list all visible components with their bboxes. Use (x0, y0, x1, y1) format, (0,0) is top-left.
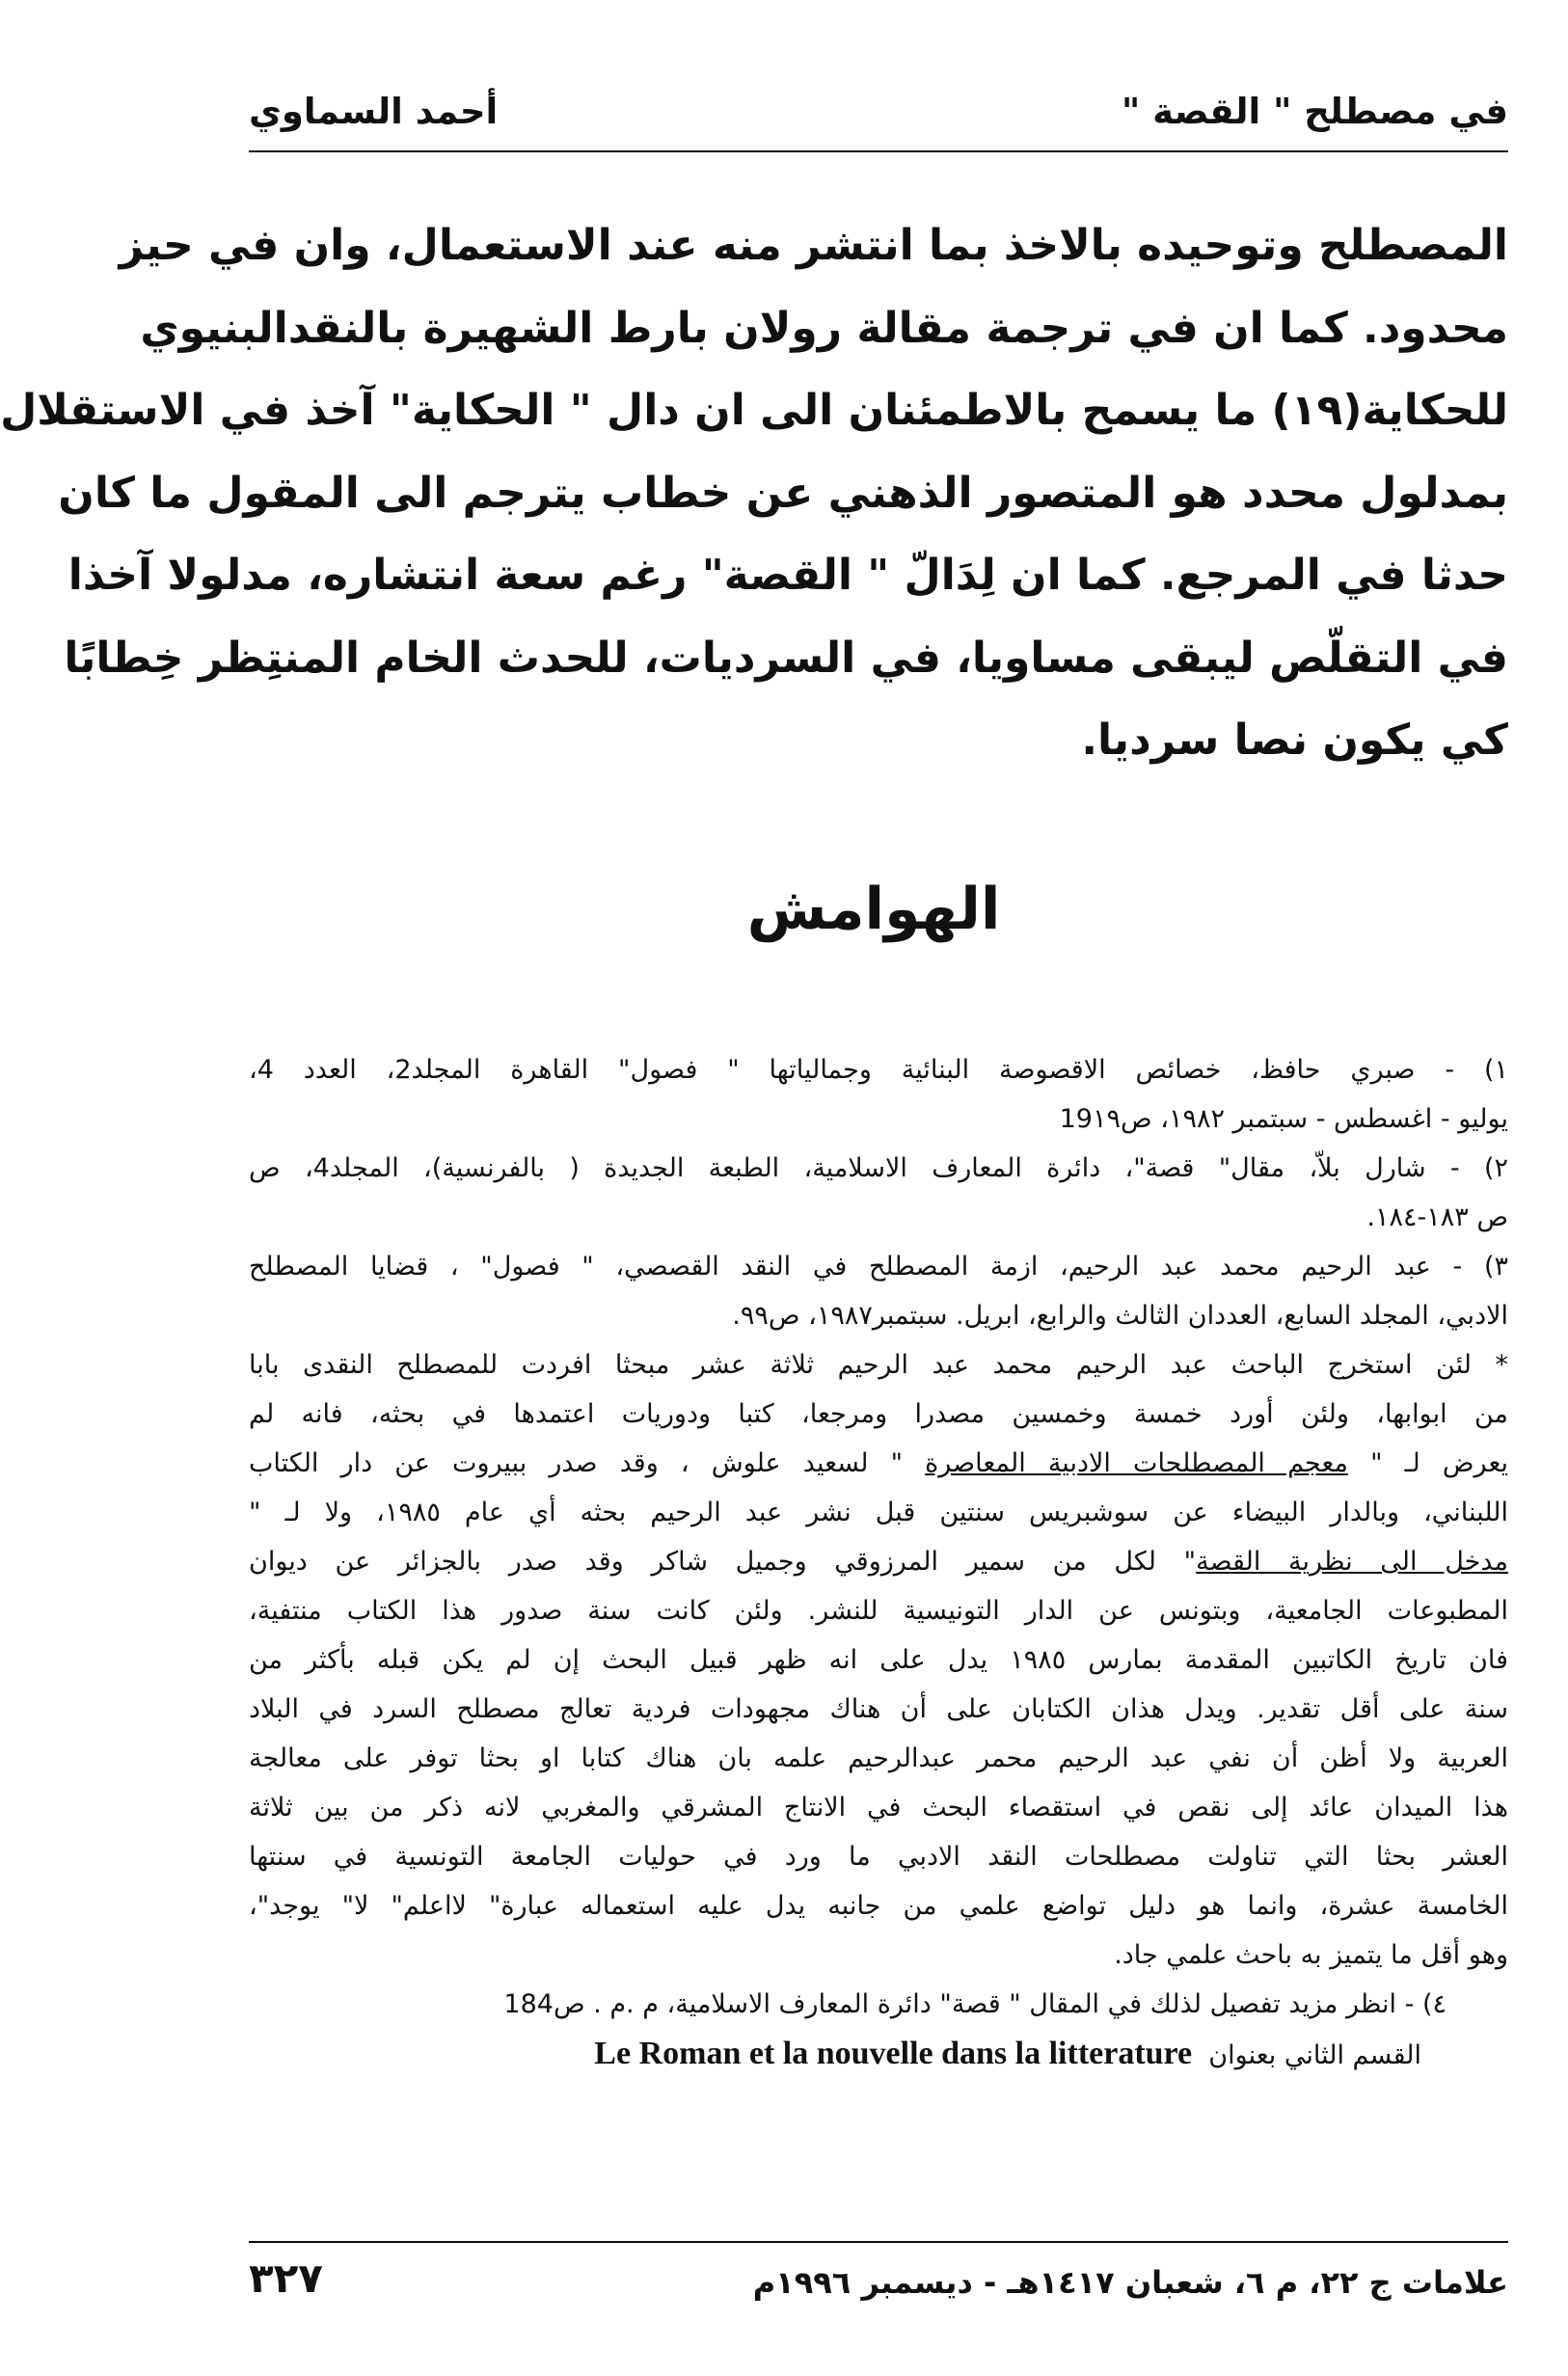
footnote-text: " لكل من سمير المرزوقي وجميل شاكر وقد صدر بالجزائر عن ديوان (249, 1547, 1197, 1577)
body-line: كي يكون نصا سرديا. (1081, 716, 1508, 765)
footnote-star-line: اللبناني، وبالدار البيضاء عن سوشبريس سنتين قبل نشر عبد الرحيم بحثه أي عام ١٩٨٥، ولا لـ " (249, 1498, 1508, 1527)
page-number: ٣٢٧ (249, 2254, 323, 2302)
footer-journal-citation: علامات ج ٢٢، م ٦، شعبان ١٤١٧هـ - ديسمبر ١٩٩٦م (752, 2264, 1508, 2301)
body-line: حدثا في المرجع. كما ان لِدَالّ " القصة" رغم سعة انتشاره، مدلولا آخذا (68, 551, 1508, 600)
footnote-1-line: يوليو - اغسطس - سبتمبر ١٩٨٢، ص19١٩ (1059, 1104, 1508, 1134)
body-line: للحكاية(١٩) ما يسمح بالاطمئنان الى ان دال " الحكاية" آخذ في الاستقلال (0, 386, 1508, 435)
header-author: أحمد السماوي (249, 91, 499, 132)
footnote-star-line: * لئن استخرج الباحث عبد الرحيم محمد عبد الرحيم ثلاثة عشر مبحثا افردت للمصطلح النقدى بابا (249, 1350, 1508, 1380)
footnote-star-line: العشر بحثا التي تناولت مصطلحات النقد الادبي ما ورد في حوليات الجامعة التونسية في سنتها (249, 1842, 1508, 1872)
underlined-book-title: معجم المصطلحات الادبية المعاصرة (925, 1448, 1348, 1478)
section-heading-footnotes: الهوامش (746, 876, 1001, 943)
footnote-star-line: العربية ولا أظن أن نفي عبد الرحيم محمر عبدالرحيم علمه بان هناك كتابا او بحثا توفر على معالجة (249, 1743, 1508, 1773)
french-title: Le Roman et la nouvelle dans la litterature (594, 2036, 1193, 2071)
footnote-star-line: من ابوابها، ولئن أورد خمسة وخمسين مصدرا ومرجعا، كتبا ودوريات اعتمدها في بحثه، فانه لم (249, 1399, 1508, 1429)
footnote-star-line: المطبوعات الجامعية، وبتونس عن الدار التونيسية للنشر. ولئن كانت سنة صدور هذا الكتاب منتفية، (249, 1596, 1508, 1626)
footnote-star-line (249, 1537, 1508, 1586)
footnote-star-line (249, 1439, 1508, 1488)
footnote-star-line: وهو أقل ما يتميز به باحث علمي جاد. (1114, 1940, 1508, 1970)
footer-rule (249, 2241, 1508, 2243)
body-line: المصطلح وتوحيده بالاخذ بما انتشر منه عند الاستعمال، وان في حيز (119, 221, 1508, 270)
underlined-book-title: مدخل الى نظرية القصة (1196, 1547, 1508, 1577)
header-book-title: في مصطلح " القصة " (1121, 91, 1508, 132)
footnote-star-line: فان تاريخ الكاتبين المقدمة بمارس ١٩٨٥ يدل على انه ظهر قبيل البحث إن لم يكن قبله بأكثر من (249, 1645, 1509, 1675)
footnotes-block (249, 1045, 1508, 2080)
footnote-1-line: ١) - صبري حافظ، خصائص الاقصوصة البنائية وجمالياتها " فصول" القاهرة المجلد2، العدد 4، (249, 1055, 1508, 1085)
footnote-star-line: سنة على أقل تقدير. ويدل هذان الكتابان على أن هناك مجهودات فردية تعالج مصطلح السرد في البلاد (249, 1694, 1508, 1724)
footnote-4-line (249, 2029, 1508, 2080)
footnote-2-line: ٢) - شارل بلاّ، مقال" قصة"، دائرة المعارف الاسلامية، الطبعة الجديدة ( بالفرنسية)، المجلد4، ص (249, 1153, 1508, 1183)
footnote-3-line: ٣) - عبد الرحيم محمد عبد الرحيم، ازمة المصطلح في النقد القصصي، " فصول" ، قضايا المصطلح (249, 1252, 1508, 1282)
header-rule (249, 150, 1508, 152)
footnote-4-line: ٤) - انظر مزيد تفصيل لذلك في المقال " قصة" دائرة المعارف الاسلامية، م .م . ص184 (503, 1989, 1446, 2019)
footnote-star-line: الخامسة عشرة، وانما هو دليل تواضع علمي من جانبه يدل عليه استعماله عبارة" لااعلم" لا" يوجد"، (249, 1891, 1508, 1921)
body-line: في التقلّص ليبقى مساويا، في السرديات، للحدث الخام المنتِظر خِطابًا (64, 633, 1508, 683)
footnote-text: " لسعيد علوش ، وقد صدر ببيروت عن دار الكتاب (249, 1448, 926, 1478)
footnote-2-line: ص ١٨٣-١٨٤. (1366, 1202, 1508, 1232)
footnote-3-line: الادبي، المجلد السابع، العددان الثالث والرابع، ابريل. سبتمبر١٩٨٧، ص٩٩. (732, 1301, 1508, 1331)
body-line: بمدلول محدد هو المتصور الذهني عن خطاب يترجم الى المقول ما كان (58, 468, 1508, 518)
footnote-star-line: هذا الميدان عائد إلى نقص في استقصاء البحث في الانتاج المشرقي والمغربي لانه ذكر من بين ثلاثة (249, 1793, 1508, 1822)
footnote-text: القسم الثاني بعنوان (1208, 2040, 1421, 2070)
body-paragraph (0, 204, 1508, 782)
footnote-text: يعرض لـ " (1347, 1448, 1508, 1478)
body-line: محدود. كما ان في ترجمة مقالة رولان بارط الشهيرة بالنقدالبنيوي (140, 303, 1508, 353)
running-header (249, 85, 1508, 143)
